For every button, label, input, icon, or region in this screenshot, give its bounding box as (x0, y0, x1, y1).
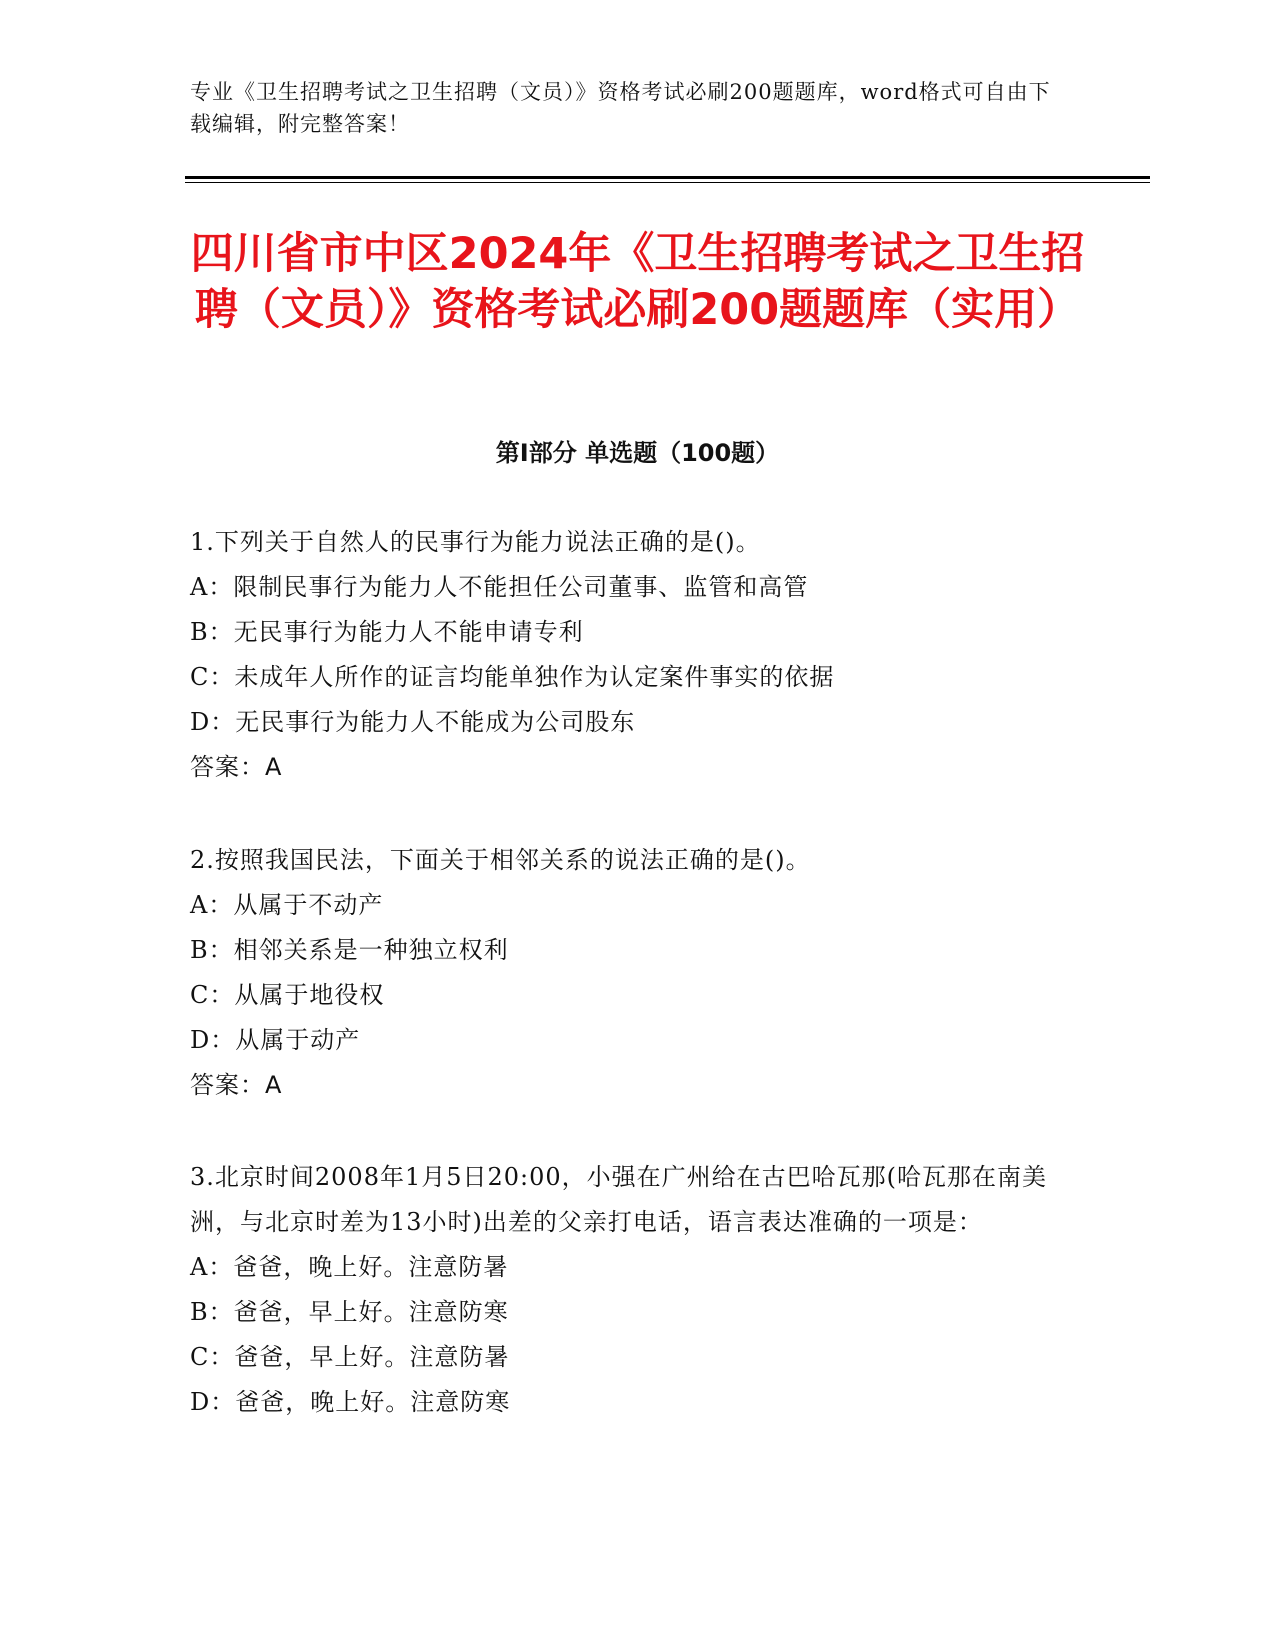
question-stem: 1.下列关于自然人的民事行为能力说法正确的是()。 (190, 528, 761, 556)
option-a: A：从属于不动产 (190, 891, 384, 919)
option-b: B：无民事行为能力人不能申请专利 (190, 618, 584, 646)
option-b: B：相邻关系是一种独立权利 (190, 936, 509, 964)
answer-line: 答案：A (190, 753, 283, 781)
answer-line: 答案：A (190, 1071, 283, 1099)
option-d: D：从属于动产 (190, 1026, 361, 1054)
header-divider-thick (185, 176, 1150, 179)
document-title: 四川省市中区2024年《卫生招聘考试之卫生招聘（文员）》资格考试必刷200题题库（实用） (190, 229, 1085, 335)
option-c: C：从属于地役权 (190, 981, 385, 1009)
header-divider-thin (185, 182, 1150, 183)
question-stem: 3.北京时间2008年1月5日20:00，小强在广州给在古巴哈瓦那(哈瓦那在南美洲，与北京时差为13小时)出差的父亲打电话，语言表达准确的一项是： (190, 1163, 1048, 1236)
question-1 (190, 520, 1090, 790)
question-3 (190, 1155, 1090, 1425)
option-d: D：无民事行为能力人不能成为公司股东 (190, 708, 636, 736)
option-d: D：爸爸，晚上好。注意防寒 (190, 1388, 511, 1416)
option-c: C：未成年人所作的证言均能单独作为认定案件事实的依据 (190, 663, 835, 691)
option-c: C：爸爸，早上好。注意防暑 (190, 1343, 510, 1371)
question-2 (190, 838, 1090, 1108)
section-heading: 第I部分 单选题（100题） (495, 439, 780, 467)
option-a: A：限制民事行为能力人不能担任公司董事、监管和高管 (190, 573, 809, 601)
option-b: B：爸爸，早上好。注意防寒 (190, 1298, 509, 1326)
question-stem: 2.按照我国民法，下面关于相邻关系的说法正确的是()。 (190, 846, 811, 874)
option-a: A：爸爸，晚上好。注意防暑 (190, 1253, 509, 1281)
header-note: 专业《卫生招聘考试之卫生招聘（文员）》资格考试必刷200题题库，word格式可自由下载编辑，附完整答案！ (190, 80, 1051, 136)
